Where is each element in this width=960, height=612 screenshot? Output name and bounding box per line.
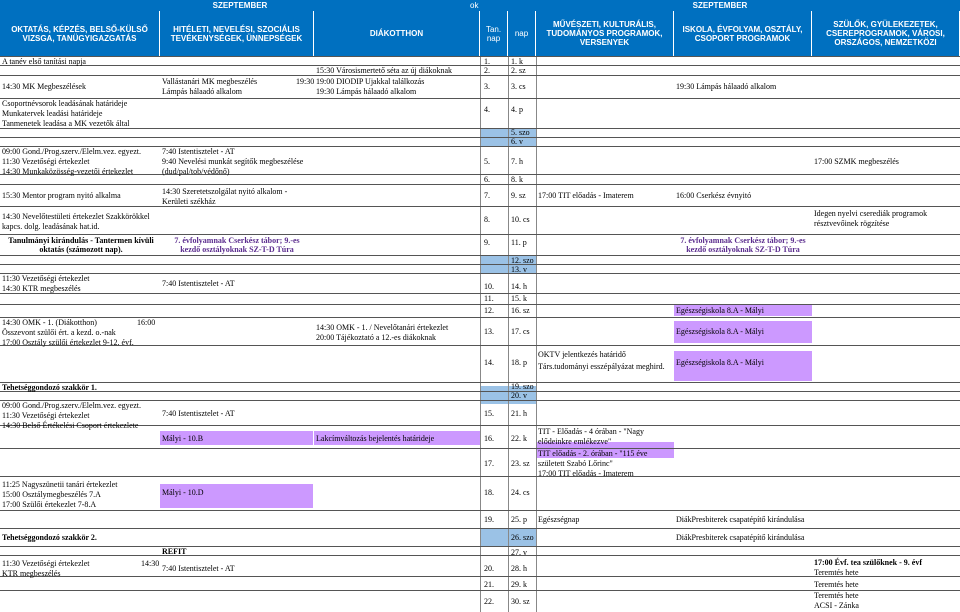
month-bar-right <box>480 0 960 11</box>
day-date: 28. h <box>511 564 527 573</box>
day-date: 17. cs <box>511 327 530 336</box>
day-date: 14. h <box>511 282 527 291</box>
grid-line-h <box>0 128 960 129</box>
day-date: 6. v <box>511 137 523 146</box>
col8-text: Idegen nyelvi cserediák programok <box>814 209 928 218</box>
month-label-right: SZEPTEMBER <box>692 1 748 10</box>
col7-text: kezdő osztályoknak SZ-T-D Túra <box>686 245 800 254</box>
day-school-number: 3. <box>484 82 490 91</box>
col1-text: Összevont szülői ért. a kezd. o.-nak <box>2 328 116 337</box>
col6-text: 17:00 TIT előadás - Imaterem <box>538 191 634 200</box>
col2-text: 7:40 Istentisztelet - AT <box>162 279 235 288</box>
col1-text: 16:00 <box>137 318 156 327</box>
day-date: 15. k <box>511 294 527 303</box>
col1-text: A tanév első tanítási napja <box>2 57 86 66</box>
col2-text: 7:40 Istentisztelet - AT <box>162 147 235 156</box>
day-date: 5. szo <box>511 128 530 137</box>
col1-text: 11:30 Vezetőségi értekezlet <box>2 157 90 166</box>
day-date: 9. sz <box>511 191 526 200</box>
col2-text: Kerületi székház <box>162 197 216 206</box>
day-school-number: 6. <box>484 175 490 184</box>
col2-text: 7:40 Istentisztelet - AT <box>162 409 235 418</box>
col2-text: (dud/pal/tob/védőnő) <box>162 167 230 176</box>
header-col6[interactable]: MŰVÉSZETI, KULTURÁLIS, TUDOMÁNYOS PROGRAMOK, VERSENYEK <box>536 11 674 56</box>
col3-text: 15:30 Városismertető séta az új diákoknak <box>316 66 453 75</box>
grid-line-h <box>0 146 960 147</box>
month-label-left: SZEPTEMBER <box>212 1 268 10</box>
day-school-number: 11. <box>484 294 494 303</box>
day-date: 8. k <box>511 175 523 184</box>
col6-text: 17:00 TIT előadás - Imaterem <box>538 469 634 478</box>
col3-text: 20:00 Tájékoztató a 12.-es diákoknak <box>316 333 437 342</box>
grid-line-h <box>0 345 960 346</box>
day-school-number: 2. <box>484 66 490 75</box>
col1-text: 15:00 Osztálymegbeszélés 7.A <box>2 490 101 499</box>
grid-line-h <box>0 98 960 99</box>
col1-text: 17:00 Osztály szülői értekezlet 9-12. évf. <box>2 338 134 347</box>
col2-text: Vallástanári MK megbeszélés <box>162 77 258 86</box>
col2-text: 7. évfolyamnak Cserkész tábor; 9.-es <box>174 236 300 245</box>
day-date: 23. sz <box>511 459 530 468</box>
grid-line-h <box>0 476 960 477</box>
col1-text: 09:00 Gond./Prog.szerv./Elelm.vez. egyezt. <box>2 147 141 156</box>
grid-line-h <box>0 234 960 235</box>
col1-text: 14:30 Belső Értékelési Csoport értekezlete <box>2 421 139 430</box>
col7-text: DiákPresbiterek csapatépítő kirándulása <box>676 533 805 542</box>
day-date: 27. v <box>511 548 527 557</box>
day-school-number: 20. <box>484 564 494 573</box>
day-date: 21. h <box>511 409 527 418</box>
col3-text: Lakcímváltozás bejelentés határideje <box>316 434 435 443</box>
col1-text: 14:30 Munkaközösség-vezetői értekezlet <box>2 167 134 176</box>
col2-text: Lámpás hálaadó alkalom <box>162 87 242 96</box>
day-date: 24. cs <box>511 488 530 497</box>
day-date: 18. p <box>511 358 527 367</box>
day-date: 7. h <box>511 157 523 166</box>
day-school-number: 18. <box>484 488 494 497</box>
col1-text: kapcs. dolg. leadásának hat.id. <box>2 222 100 231</box>
day-date: 25. p <box>511 515 527 524</box>
month-bar-left <box>0 0 480 11</box>
col2-text: Mályi - 10.B <box>162 434 204 443</box>
col1-text: Munkatervek leadási határideje <box>2 109 103 118</box>
col8-text: Teremtés hete <box>814 591 859 600</box>
col1-text: 14:30 KTR megbeszélés <box>2 284 81 293</box>
col1-text: 14:30 MK Megbeszélések <box>2 82 86 91</box>
grid-line-h <box>0 448 960 449</box>
col6-text: TIT előadás - 2. órában - "115 éve <box>538 449 648 458</box>
col1-text: 15:30 Mentor program nyitó alkalma <box>2 191 121 200</box>
col7-text: Egészségiskola 8.A - Mályi <box>676 306 764 315</box>
day-date: 1. k <box>511 57 523 66</box>
grid-line-h <box>0 293 960 294</box>
col7-text: 19:30 Lámpás hálaadó alkalom <box>676 82 777 91</box>
day-date: 26. szo <box>511 533 534 542</box>
col8-text: 17:00 SZMK megbeszélés <box>814 157 899 166</box>
header-nap[interactable]: nap <box>508 11 536 56</box>
col2-text: 14:30 Szeretetszolgálat nyitó alkalom - <box>162 187 288 196</box>
day-school-number: 15. <box>484 409 494 418</box>
col3-text: 19:30 Lámpás hálaadó alkalom <box>316 87 417 96</box>
day-school-number: 19. <box>484 515 494 524</box>
col8-text: Teremtés hete <box>814 580 859 589</box>
col6-text: OKTV jelentkezés határidő <box>538 350 626 359</box>
col1-text: Tanulmányi kirándulás - Tantermen kívüli <box>8 236 154 245</box>
header-col2[interactable]: HITÉLETI, NEVELÉSI, SZOCIÁLIS TEVÉKENYSÉGEK, ÜNNEPSÉGEK <box>160 11 314 56</box>
day-date: 11. p <box>511 238 527 247</box>
cut-text: ok <box>470 1 479 10</box>
header-col8[interactable]: SZÜLŐK, GYÜLEKEZETEK, CSEREPROGRAMOK, VÁROSI, ORSZÁGOS, NEMZETKÖZI <box>812 11 960 56</box>
day-school-number: 5. <box>484 157 490 166</box>
day-school-number: 13. <box>484 327 494 336</box>
day-school-number: 16. <box>484 434 494 443</box>
col1-text: 09:00 Gond./Prog.szerv./Elelm.vez. egyezt. <box>2 401 141 410</box>
col2-text: kezdő osztályoknak SZ-T-D Túra <box>180 245 294 254</box>
day-school-number: 10. <box>484 282 494 291</box>
col7-text: Egészségiskola 8.A - Mályi <box>676 358 764 367</box>
col1-text: 11:30 Vezetőségi értekezlet <box>2 411 90 420</box>
day-date: 10. cs <box>511 215 530 224</box>
col7-text: 7. évfolyamnak Cserkész tábor; 9.-es <box>680 236 806 245</box>
day-school-number: 21. <box>484 580 494 589</box>
col7-text: Egészségiskola 8.A - Mályi <box>676 327 764 336</box>
grid-line-h <box>0 555 960 556</box>
col8-text: 17:00 Évf. tea szülőknek - 9. évf <box>814 558 922 567</box>
grid-line-h <box>0 546 960 547</box>
col6-text: TIT - Előadás - 4 órában - "Nagy <box>538 427 644 436</box>
col8-text: Teremtés hete <box>814 568 859 577</box>
header-col7[interactable]: ISKOLA, ÉVFOLYAM, OSZTÁLY, CSOPORT PROGRAMOK <box>674 11 812 56</box>
header-tan-nap[interactable]: Tan. nap <box>480 11 508 56</box>
col8-text: résztvevőinek rögzítése <box>814 219 890 228</box>
col6-text: Társ.tudományi esszépályázat meghird. <box>538 362 665 371</box>
col2-text: REFIT <box>162 547 187 556</box>
col3-text: 14:30 OMK - 1. / Nevelőtanári értekezlet <box>316 323 449 332</box>
day-date: 30. sz <box>511 597 530 606</box>
day-school-number: 12. <box>484 306 494 315</box>
header-col1[interactable]: OKTATÁS, KÉPZÉS, BELSŐ-KÜLSŐ VIZSGA, TANÜGYIGAZGATÁS <box>0 11 160 56</box>
grid-line-h <box>0 264 960 265</box>
col1-text: Tehetséggondozó szakkör 2. <box>2 533 97 542</box>
col1-text: 14:30 Nevelőtestületi értekezlet Szakkörökkel <box>2 212 150 221</box>
col7-text: DiákPresbiterek csapatépítő kirándulása <box>676 515 805 524</box>
col7-text: 16:00 Cserkész évnyitó <box>676 191 752 200</box>
col1-text: 11:30 Vezetőségi értekezlet <box>2 559 90 568</box>
grid-line-h <box>0 400 960 401</box>
day-date: 2. sz <box>511 66 526 75</box>
day-school-number: 9. <box>484 238 490 247</box>
grid-line-h <box>0 174 960 175</box>
day-date: 20. v <box>511 391 527 400</box>
grid-line-h <box>0 528 960 529</box>
day-school-number: 8. <box>484 215 490 224</box>
col1-text: 14:30 <box>141 559 160 568</box>
col6-text: született Szabó Lőrinc" <box>538 459 613 468</box>
day-school-number: 1. <box>484 57 490 66</box>
day-date: 19. szo <box>511 382 534 391</box>
grid-line-h <box>0 273 960 274</box>
day-school-number: 17. <box>484 459 494 468</box>
grid-line-h <box>0 425 960 426</box>
col1-text: 11:25 Nagyszünetii tanári értekezlet <box>2 480 118 489</box>
col3-text: 19:00 DIODIP Ujakkal találkozás <box>316 77 425 86</box>
grid-line-h <box>0 255 960 256</box>
grid-line-h <box>0 184 960 185</box>
grid-line-h <box>0 304 960 305</box>
col2-text: Mályi - 10.D <box>162 488 204 497</box>
grid-line-h <box>0 56 960 57</box>
grid-line-h <box>0 75 960 76</box>
day-date: 29. k <box>511 580 527 589</box>
col2-text: 19:30 <box>296 77 315 86</box>
col1-text: Csoportnévsorok leadásának határideje <box>2 99 128 108</box>
grid-line-h <box>0 382 960 383</box>
day-date: 13. v <box>511 265 527 274</box>
day-date: 12. szo <box>511 256 534 265</box>
col1-text: 14:30 OMK - 1. (Diákotthon) <box>2 318 97 327</box>
day-school-number: 22. <box>484 597 494 606</box>
col1-text: oktatás (számozott nap). <box>39 245 123 254</box>
col1-text: Tanmenetek leadása a MK vezetők által <box>2 119 130 128</box>
grid-line-h <box>0 391 960 392</box>
col2-text: 9:40 Nevelési munkát segítők megbeszélése <box>162 157 304 166</box>
grid-line-h <box>0 65 960 66</box>
col8-text: ACSI - Zánka <box>814 601 859 610</box>
col2-text: 7:40 Istentisztelet - AT <box>162 564 235 573</box>
day-date: 22. k <box>511 434 527 443</box>
grid-line-h <box>0 137 960 138</box>
grid-line-h <box>0 206 960 207</box>
day-date: 16. sz <box>511 306 530 315</box>
day-school-number: 4. <box>484 105 490 114</box>
col6-text: Egészségnap <box>538 515 580 524</box>
day-school-number: 7. <box>484 191 490 200</box>
col1-text: 17:00 Szülői értekezlet 7-8.A <box>2 500 97 509</box>
day-date: 4. p <box>511 105 523 114</box>
col1-text: 11:30 Vezetőségi értekezlet <box>2 274 90 283</box>
header-col3[interactable]: DIÁKOTTHON <box>314 11 480 56</box>
col1-text: KTR megbeszélés <box>2 569 61 578</box>
col1-text: Tehetséggondozó szakkör 1. <box>2 383 97 392</box>
day-date: 3. cs <box>511 82 526 91</box>
grid-line-h <box>0 510 960 511</box>
col6-text: elődeinkre emlékezve" <box>538 437 612 446</box>
day-school-number: 14. <box>484 358 494 367</box>
